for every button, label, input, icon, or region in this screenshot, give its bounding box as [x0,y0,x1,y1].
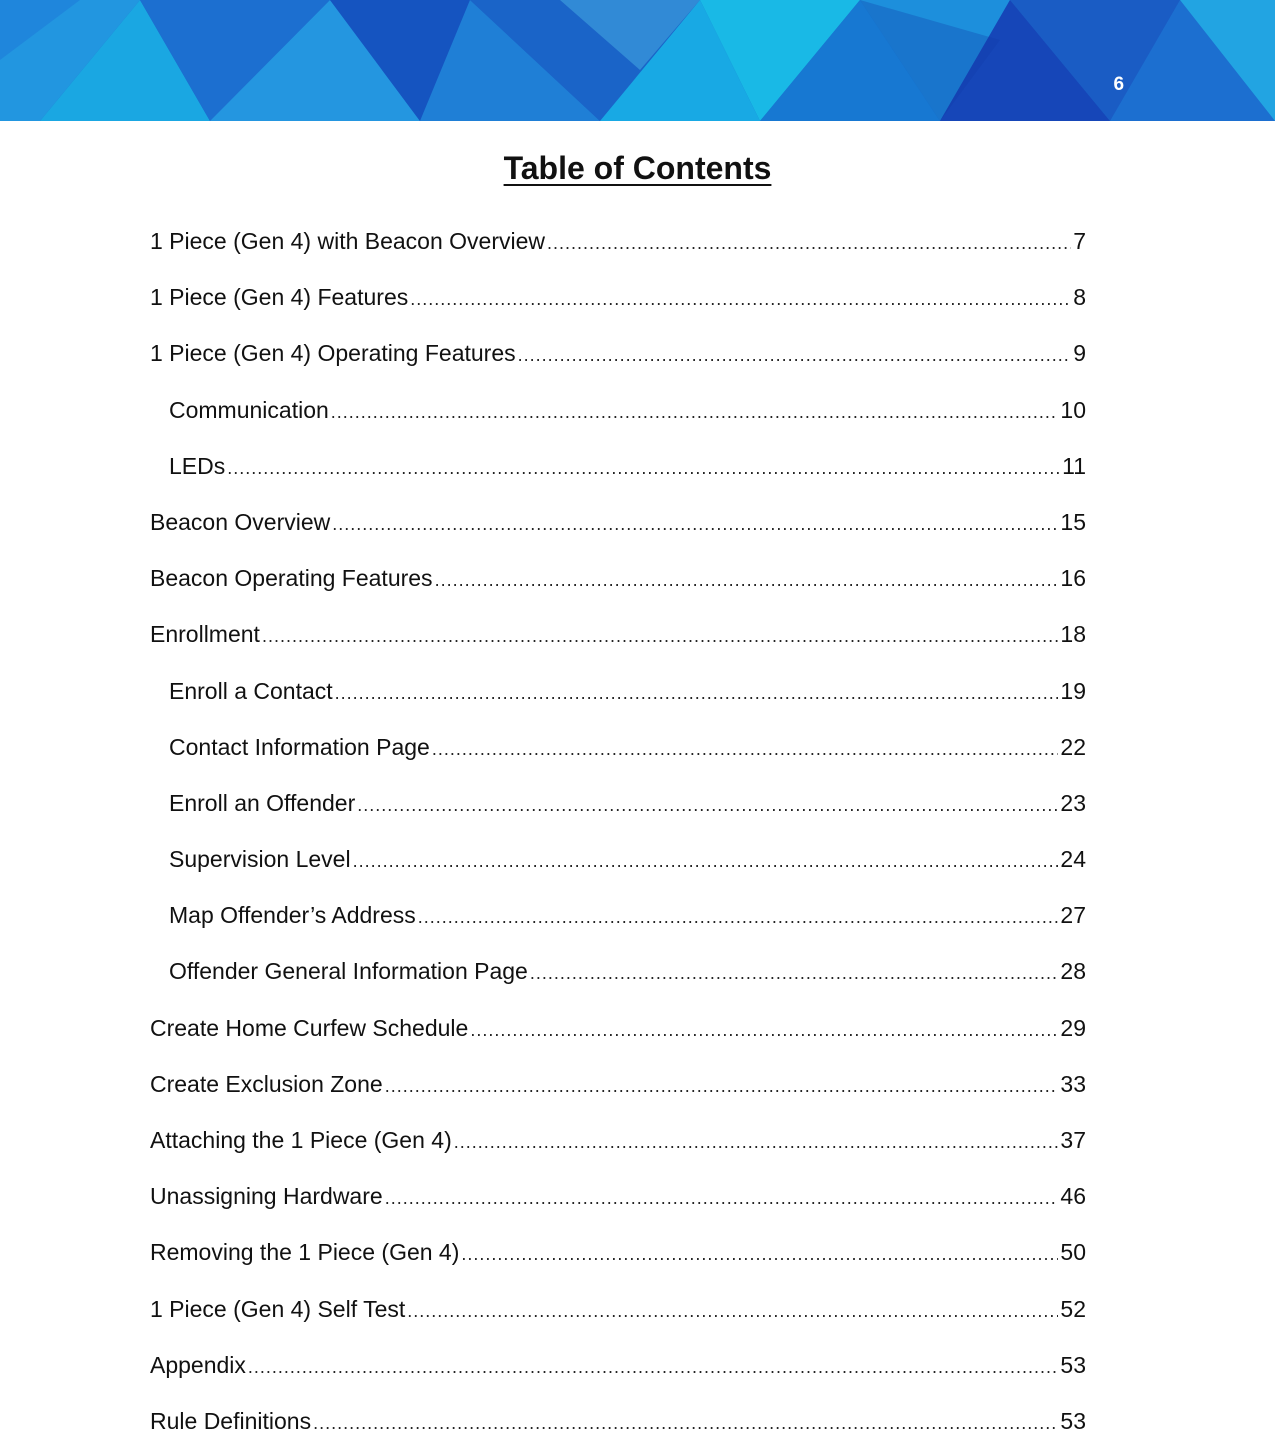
toc-entry-page: 10 [1060,396,1086,423]
toc-entry-label: Beacon Operating Features [150,565,433,592]
toc-entry-label: Beacon Overview [150,508,331,535]
toc-dot-leader [385,1188,1059,1209]
toc-entry[interactable] [150,509,1086,565]
toc-dot-leader [227,458,1060,479]
toc-entry-label: Map Offender’s Address [169,902,416,929]
toc-dot-leader [461,1244,1058,1265]
toc-dot-leader [313,1413,1058,1434]
toc-entry[interactable] [150,1352,1086,1408]
toc-entry-page: 29 [1060,1014,1086,1041]
toc-entry-page: 53 [1060,1407,1086,1434]
toc-entry-page: 15 [1060,508,1086,535]
toc-entry-page: 19 [1060,677,1086,704]
toc-entry-page: 22 [1060,733,1086,760]
toc-dot-leader [410,289,1071,310]
toc-entry-page: 9 [1073,340,1086,367]
toc-entry[interactable] [150,790,1086,846]
toc-dot-leader [262,626,1058,647]
toc-entry[interactable] [150,1408,1086,1437]
toc-entry-page: 16 [1060,565,1086,592]
toc-entry-label: 1 Piece (Gen 4) Self Test [150,1295,406,1322]
toc-entry[interactable] [150,1183,1086,1239]
toc-entry-label: Create Home Curfew Schedule [150,1014,469,1041]
toc-entry-page: 8 [1073,284,1086,311]
toc-dot-leader [418,907,1059,928]
toc-entry-label: Contact Information Page [169,733,430,760]
toc-entry-label: 1 Piece (Gen 4) Features [150,284,409,311]
banner-background-graphic [0,0,1275,121]
toc-entry[interactable] [150,565,1086,621]
toc-entry[interactable] [150,734,1086,790]
toc-entry-label: Removing the 1 Piece (Gen 4) [150,1239,460,1266]
toc-entry-label: 1 Piece (Gen 4) Operating Features [150,340,516,367]
toc-entry-label: Enroll a Contact [169,677,333,704]
toc-entry-page: 7 [1073,228,1086,254]
toc-entry-label: 1 Piece (Gen 4) with Beacon Overview [150,228,546,254]
toc-entry[interactable] [150,902,1086,958]
toc-dot-leader [518,345,1072,366]
toc-dot-leader [407,1301,1058,1322]
toc-dot-leader [331,402,1059,423]
toc-entry-page: 24 [1060,846,1086,873]
toc-entry[interactable] [150,1071,1086,1127]
toc-entry[interactable] [150,228,1086,284]
toc-list [150,228,1086,1437]
toc-entry-label: Supervision Level [169,846,351,873]
toc-entry-page: 53 [1060,1351,1086,1378]
toc-dot-leader [353,851,1059,872]
toc-dot-leader [332,514,1058,535]
toc-entry[interactable] [150,397,1086,453]
toc-entry[interactable] [150,1015,1086,1071]
page-number: 6 [1113,74,1125,95]
toc-dot-leader [335,683,1059,704]
toc-dot-leader [454,1132,1059,1153]
toc-entry-label: Communication [169,396,329,423]
toc-entry[interactable] [150,621,1086,677]
toc-entry[interactable] [150,958,1086,1014]
toc-entry-page: 28 [1060,958,1086,985]
toc-entry[interactable] [150,1239,1086,1295]
toc-entry-label: Appendix [150,1351,246,1378]
toc-entry[interactable] [150,1296,1086,1352]
toc-dot-leader [248,1357,1058,1378]
toc-entry-label: Enrollment [150,621,260,648]
toc-entry-page: 27 [1060,902,1086,929]
toc-entry[interactable] [150,678,1086,734]
toc-entry-page: 50 [1060,1239,1086,1266]
toc-dot-leader [547,233,1071,254]
toc-entry-page: 23 [1060,789,1086,816]
toc-entry-label: Unassigning Hardware [150,1183,383,1210]
toc-title: Table of Contents [503,150,772,186]
toc-entry[interactable] [150,284,1086,340]
toc-dot-leader [432,739,1059,760]
toc-entry-page: 33 [1060,1070,1086,1097]
toc-entry-label: LEDs [169,452,226,479]
toc-dot-leader [385,1076,1059,1097]
toc-entry-label: Create Exclusion Zone [150,1070,383,1097]
toc-entry-label: Attaching the 1 Piece (Gen 4) [150,1127,452,1153]
toc-dot-leader [357,795,1058,816]
toc-dot-leader [435,570,1059,591]
toc-dot-leader [530,963,1059,984]
toc-entry-label: Rule Definitions [150,1407,312,1434]
toc-entry[interactable] [150,846,1086,902]
toc-entry[interactable] [150,453,1086,509]
toc-entry[interactable] [150,1127,1086,1183]
header-banner [0,0,1275,121]
toc-entry-page: 52 [1060,1295,1086,1322]
toc-entry-page: 11 [1062,452,1086,479]
toc-entry[interactable] [150,340,1086,396]
toc-entry-page: 37 [1060,1127,1086,1153]
toc-entry-label: Enroll an Offender [169,789,356,816]
toc-dot-leader [470,1020,1058,1041]
toc-entry-label: Offender General Information Page [169,958,528,985]
toc-entry-page: 18 [1060,621,1086,648]
toc-entry-page: 46 [1060,1183,1086,1210]
